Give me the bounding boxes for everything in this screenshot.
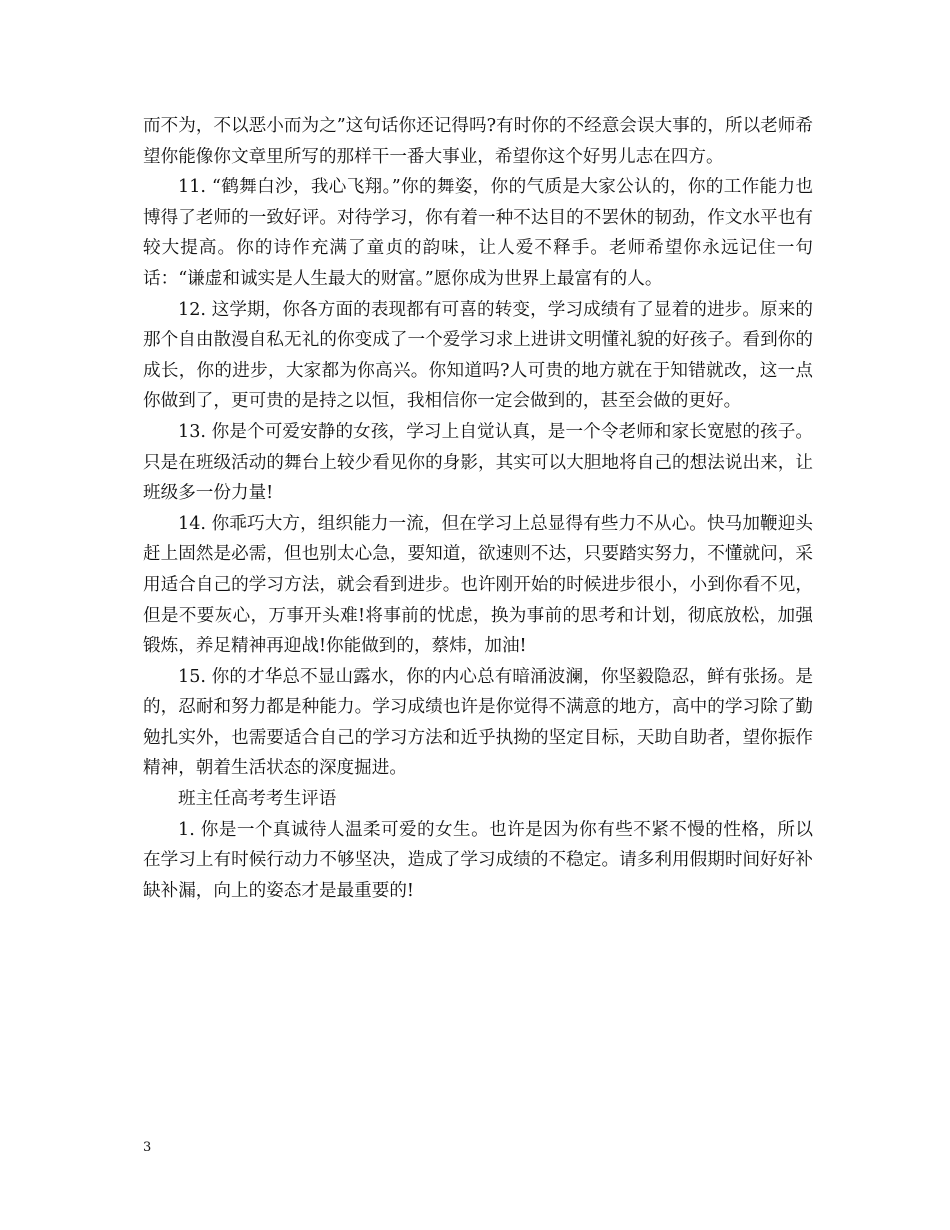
document-body xyxy=(143,111,813,906)
paragraph-item-13: 13. 你是个可爱安静的女孩，学习上自觉认真，是一个令老师和家长宽慰的孩子。只是在班级活动的舞台上较少看见你的身影，其实可以大胆地将自己的想法说出来，让班级多一份力量! xyxy=(143,421,813,504)
paragraph-item-12: 12. 这学期，你各方面的表现都有可喜的转变，学习成绩有了显着的进步。原来的那个自由散漫自私无礼的你变成了一个爱学习求上进讲文明懂礼貌的好孩子。看到你的成长，你的进步，大家都为你高兴。你知道吗?人可贵的地方就在于知错就改，这一点你做到了，更可贵的是持之以恒，我相信你一定会做到的，甚至会做的更好。 xyxy=(143,299,813,412)
paragraph-item-14: 14. 你乖巧大方，组织能力一流，但在学习上总显得有些力不从心。快马加鞭迎头赶上固然是必需，但也别太心急，要知道，欲速则不达，只要踏实努力，不懂就问，采用适合自己的学习方法，就会看到进步。也许刚开始的时候进步很小，小到你看不见，但是不要灰心，万事开头难!将事前的忧虑，换为事前的思考和计划，彻底放松，加强锻炼，养足精神再迎战!你能做到的，蔡炜，加油! xyxy=(143,513,813,657)
paragraph-item-15: 15. 你的才华总不显山露水，你的内心总有暗涌波澜，你坚毅隐忍，鲜有张扬。是的，忍耐和努力都是种能力。学习成绩也许是你觉得不满意的地方，高中的学习除了勤勉扎实外，也需要适合自己的学习方法和近乎执拗的坚定目标，天助自助者，望你振作精神，朝着生活状态的深度掘进。 xyxy=(143,666,813,779)
paragraph-item-11: 11. “鹤舞白沙，我心飞翔。”你的舞姿，你的气质是大家公认的，你的工作能力也博得了老师的一致好评。对待学习，你有着一种不达目的不罢休的韧劲，作文水平也有较大提高。你的诗作充满了童贞的韵味，让人爱不释手。老师希望你永远记住一句话：“谦虚和诚实是人生最大的财富。”愿你成为世界上最富有的人。 xyxy=(143,177,813,289)
paragraph-item-1: 1. 你是一个真诚待人温柔可爱的女生。也许是因为你有些不紧不慢的性格，所以在学习上有时候行动力不够坚决，造成了学习成绩的不稳定。请多利用假期时间好好补缺补漏，向上的姿态才是最重要的! xyxy=(143,819,813,901)
section-heading: 班主任高考考生评语 xyxy=(178,789,337,810)
paragraph-continuation: 而不为，不以恶小而为之”这句话你还记得吗?有时你的不经意会误大事的，所以老师希望你能像你文章里所写的那样干一番大事业，希望你这个好男儿志在四方。 xyxy=(143,116,813,167)
page-number: 3 xyxy=(143,1140,152,1155)
